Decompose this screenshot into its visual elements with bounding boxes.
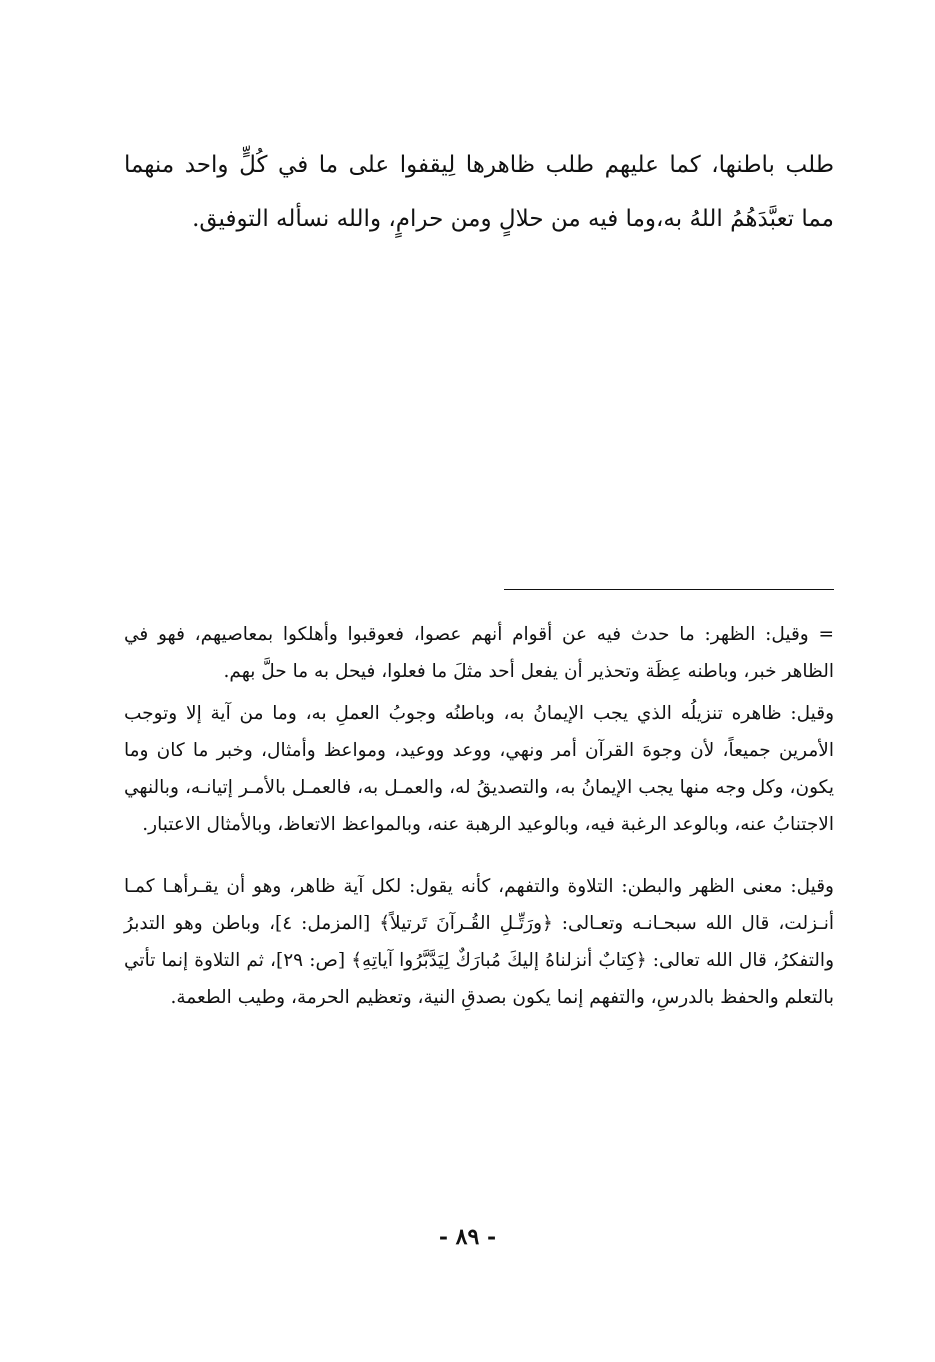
page-number: - ٨٩ -	[438, 1224, 497, 1250]
footnote-separator	[504, 589, 834, 590]
footnote-paragraph: = وقيل: الظهر: ما حدث فيه عن أقوام أنهم عصوا، فعوقبوا وأهلكوا بمعاصيهم، فهو في الظاهر خبر، وباطنه عِظَة وتحذير أن يفعل أحد مثلَ ما فعلوا، فيحل به ما حلَّ بهم.	[124, 624, 834, 682]
footnote-paragraph: وقيل: معنى الظهر والبطن: التلاوة والتفهم، كأنه يقول: لكل آية ظاهر، وهو أن يقـرأهـا كمـا أنـزلت، قال الله سبحـانـه وتعـالى: ﴿ورَتِّـلِ القُـرآنَ تَرتيلاً﴾ [المزمل: ٤]، وباطن وهو التدبرُ والتفكرُ، قال الله تعالى: ﴿كِتابٌ أنزلناهُ إليكَ مُبارَكٌ لِيَدَّبَّرُوا آياتِهِ﴾ [ص: ٢٩]، ثم التلاوة إنما تأتي بالتعلم والحفظ بالدرسِ، والتفهم إنما يكون بصدقِ النية، وتعظيم الحرمة، وطيب الطعمة.	[124, 876, 835, 1008]
footnotes-section	[124, 616, 834, 1016]
footnote-paragraph: وقيل: ظاهره تنزيلُه الذي يجب الإيمانُ به، وباطنُه وجوبُ العملِ به، وما من آية إلا وتوجب الأمرين جميعاً، لأن وجوهَ القرآن أمر ونهي، ووعد ووعيد، ومواعظ وأمثال، وخبر ما كان وما يكون، وكل وجه منها يجب الإيمانُ به، والتصديقُ له، والعمـل به، فالعمـل بالأمـر إتيانـه، وبالنهي الاجتنابُ عنه، وبالوعد الرغبة فيه، وبالوعيد الرهبة عنه، وبالمواعظ الاتعاظ، وبالأمثال الاعتبار.	[124, 703, 834, 835]
main-paragraph: طلب باطنها، كما عليهم طلب ظاهرها لِيقفوا على ما في كُلٍّ واحد منهما مما تعبَّدَهُمُ اللهُ به،وما فيه من حلالٍ ومن حرامٍ، والله نسأله التوفيق.	[124, 152, 834, 232]
